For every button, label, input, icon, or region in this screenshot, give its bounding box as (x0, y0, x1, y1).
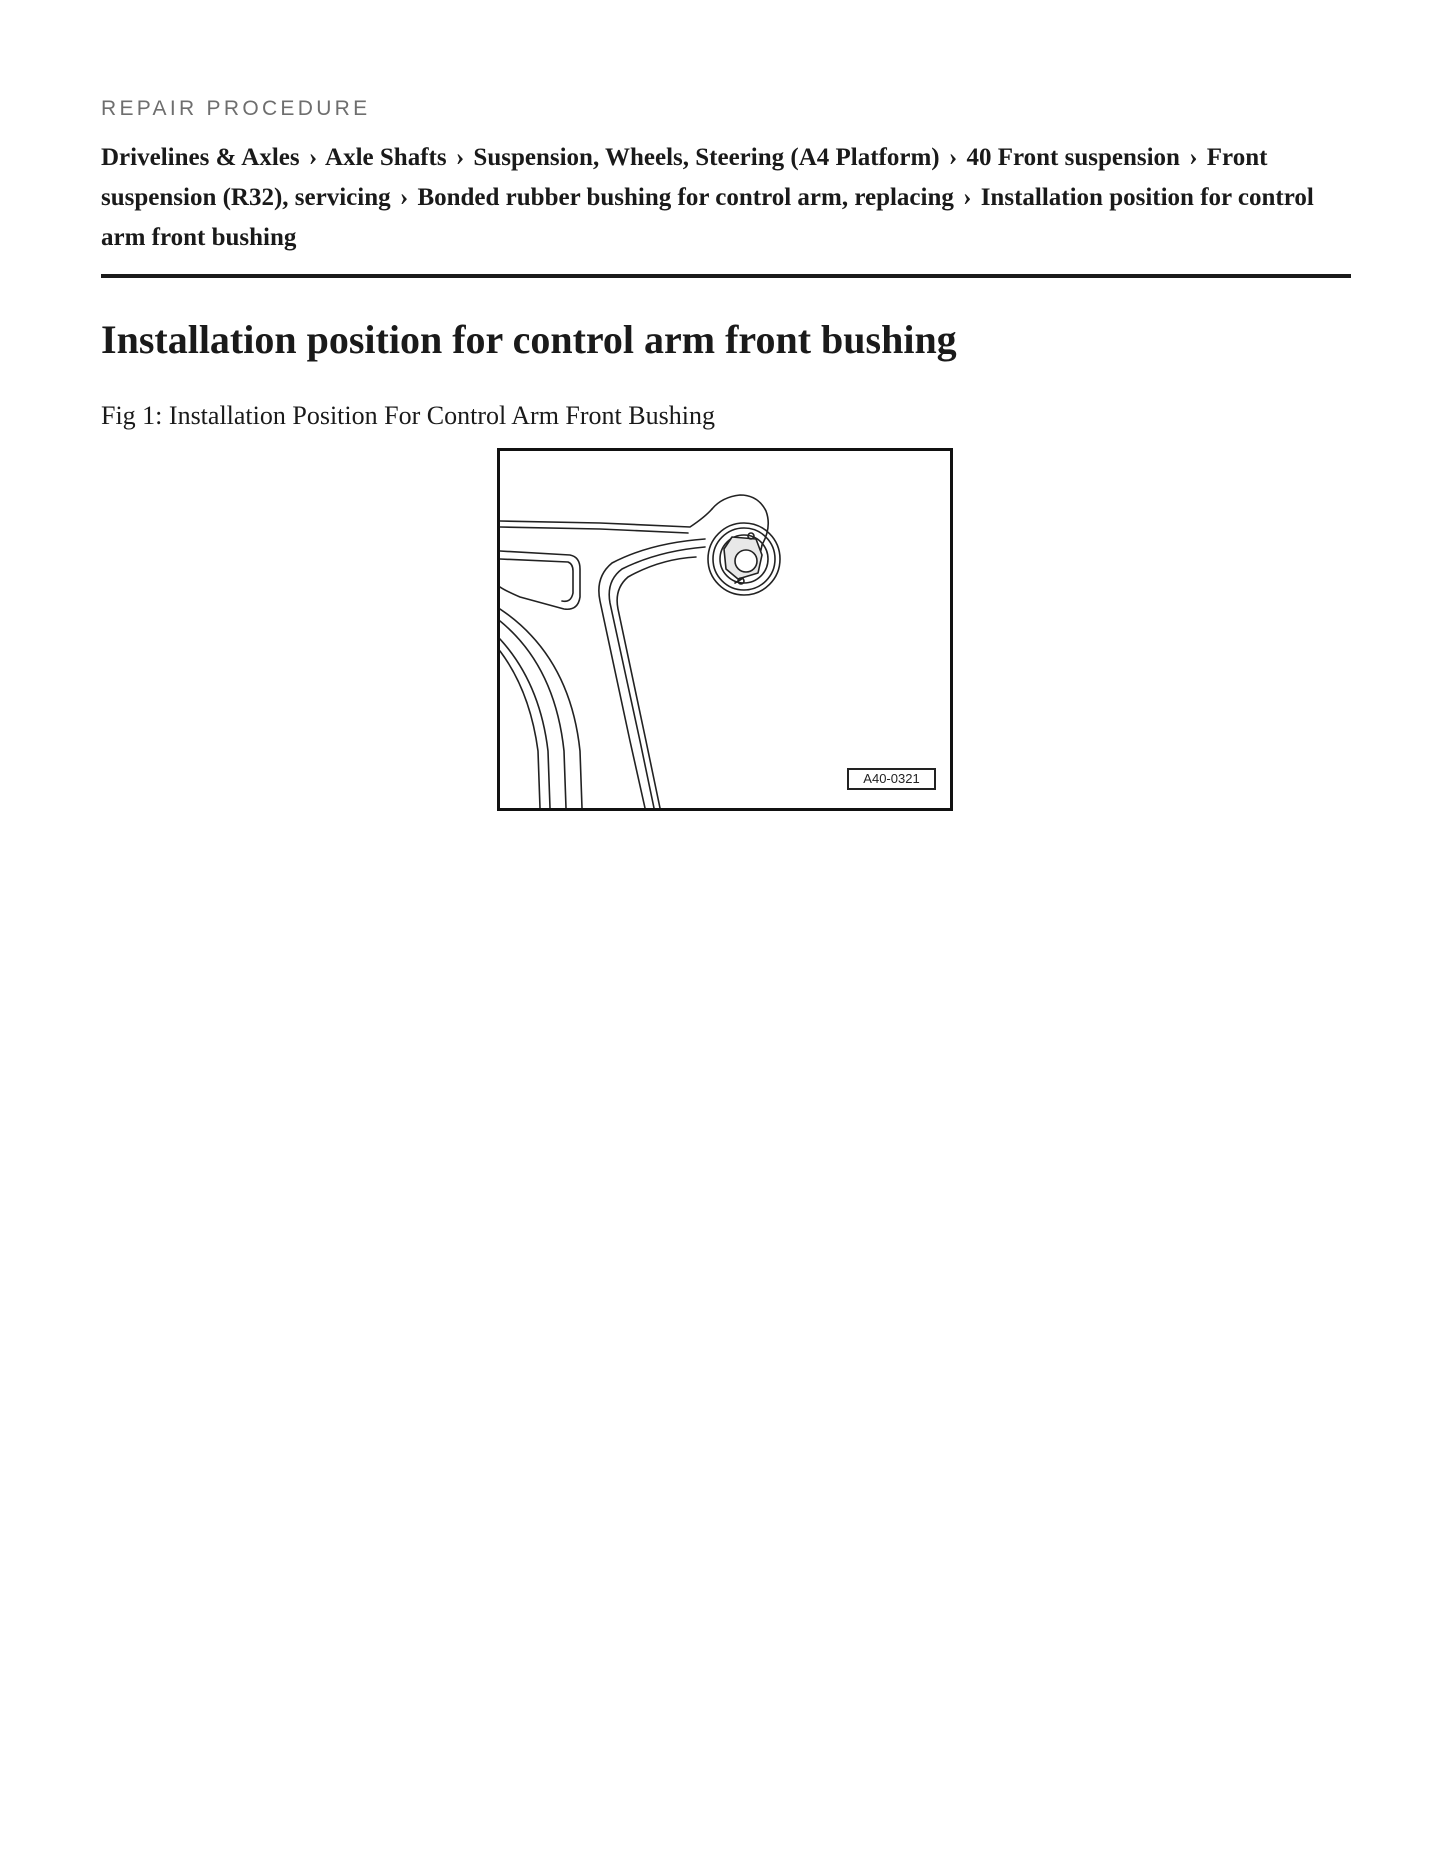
breadcrumb-item[interactable]: Bonded rubber bushing for control arm, replacing (417, 184, 954, 211)
section-kicker: REPAIR PROCEDURE (101, 97, 371, 120)
page-title: Installation position for control arm front bushing (101, 317, 957, 362)
breadcrumb-separator: › (948, 144, 958, 171)
breadcrumb-item[interactable]: Front suspension (R32), servicing (101, 144, 1268, 211)
breadcrumb-item[interactable]: Suspension, Wheels, Steering (A4 Platform) (473, 144, 940, 171)
breadcrumb-item[interactable]: Drivelines & Axles (101, 144, 300, 171)
breadcrumb-current: Installation position for control arm front bushing (101, 184, 1314, 251)
breadcrumb-separator: › (455, 144, 465, 171)
breadcrumb-item[interactable]: Axle Shafts (325, 144, 447, 171)
header-divider (101, 274, 1351, 278)
breadcrumb-separator: › (1189, 144, 1198, 171)
figure-reference-label: A40-0321 (847, 768, 936, 790)
control-arm-illustration (497, 448, 953, 811)
breadcrumb-item[interactable]: 40 Front suspension (966, 144, 1180, 171)
breadcrumb (101, 138, 1346, 258)
control-arm-drawing (500, 451, 950, 808)
figure-caption: Fig 1: Installation Position For Control Arm Front Bushing (101, 401, 715, 430)
breadcrumb-separator: › (963, 184, 972, 211)
document-page (101, 94, 1351, 433)
breadcrumb-separator: › (308, 144, 318, 171)
breadcrumb-separator: › (399, 184, 409, 211)
